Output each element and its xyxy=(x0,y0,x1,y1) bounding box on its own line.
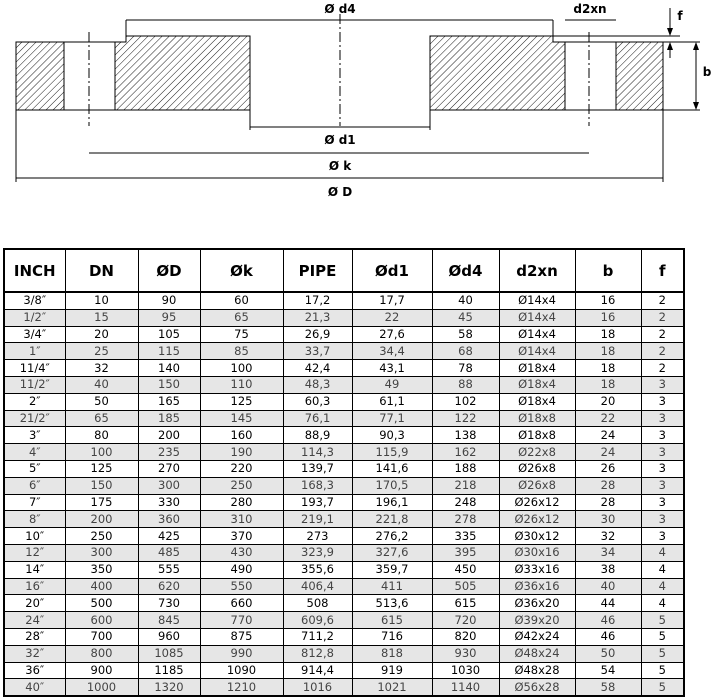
cell-pipe: 609,6 xyxy=(283,612,352,629)
table-row xyxy=(4,528,684,545)
cell-d4: 162 xyxy=(432,444,499,461)
cell-b: 18 xyxy=(575,326,641,343)
cell-dn: 20 xyxy=(65,326,138,343)
cell-inch: 21/2″ xyxy=(4,410,65,427)
table-row xyxy=(4,561,684,578)
cell-f: 3 xyxy=(641,494,684,511)
cell-d4: 615 xyxy=(432,595,499,612)
dimension-arrows xyxy=(667,28,699,110)
cell-k: 145 xyxy=(200,410,283,427)
cell-inch: 24″ xyxy=(4,612,65,629)
cell-k: 660 xyxy=(200,595,283,612)
cell-d4: 88 xyxy=(432,376,499,393)
cell-d1: 276,2 xyxy=(352,528,432,545)
cell-f: 4 xyxy=(641,544,684,561)
cell-d1: 615 xyxy=(352,612,432,629)
table-row xyxy=(4,444,684,461)
cell-inch: 20″ xyxy=(4,595,65,612)
label-k: Ø k xyxy=(328,159,352,173)
cell-f: 2 xyxy=(641,343,684,360)
cell-d: 95 xyxy=(138,309,200,326)
cell-dn: 200 xyxy=(65,511,138,528)
cell-b: 38 xyxy=(575,561,641,578)
cell-b: 16 xyxy=(575,309,641,326)
cell-b: 24 xyxy=(575,427,641,444)
cell-dn: 400 xyxy=(65,578,138,595)
cell-inch: 28″ xyxy=(4,628,65,645)
table-row xyxy=(4,645,684,662)
cell-k: 65 xyxy=(200,309,283,326)
cell-d: 300 xyxy=(138,477,200,494)
cell-b: 46 xyxy=(575,612,641,629)
cell-d4: 58 xyxy=(432,326,499,343)
cell-b: 18 xyxy=(575,360,641,377)
cell-d: 185 xyxy=(138,410,200,427)
cell-d: 425 xyxy=(138,528,200,545)
cell-k: 990 xyxy=(200,645,283,662)
cell-inch: 11/2″ xyxy=(4,376,65,393)
cell-f: 5 xyxy=(641,679,684,696)
cell-pipe: 42,4 xyxy=(283,360,352,377)
cell-b: 24 xyxy=(575,444,641,461)
left-outer-section xyxy=(16,42,64,110)
cell-d4: 188 xyxy=(432,460,499,477)
cell-k: 125 xyxy=(200,393,283,410)
cell-d2xn: Ø22x8 xyxy=(499,444,575,461)
cell-d1: 90,3 xyxy=(352,427,432,444)
cell-k: 490 xyxy=(200,561,283,578)
cell-d1: 513,6 xyxy=(352,595,432,612)
cell-d2xn: Ø14x4 xyxy=(499,309,575,326)
header-pipe: PIPE xyxy=(283,249,352,292)
cell-k: 550 xyxy=(200,578,283,595)
right-inner-section xyxy=(430,36,565,110)
cell-d1: 17,7 xyxy=(352,292,432,309)
cell-dn: 150 xyxy=(65,477,138,494)
header-k: Øk xyxy=(200,249,283,292)
cell-d1: 77,1 xyxy=(352,410,432,427)
cell-d2xn: Ø26x12 xyxy=(499,494,575,511)
cell-d: 90 xyxy=(138,292,200,309)
cell-f: 3 xyxy=(641,410,684,427)
cell-d: 105 xyxy=(138,326,200,343)
cell-pipe: 193,7 xyxy=(283,494,352,511)
header-d: ØD xyxy=(138,249,200,292)
table-row xyxy=(4,628,684,645)
cell-d1: 61,1 xyxy=(352,393,432,410)
cell-f: 4 xyxy=(641,578,684,595)
flange-dimension-table xyxy=(3,248,685,697)
cell-d1: 818 xyxy=(352,645,432,662)
cell-b: 28 xyxy=(575,494,641,511)
table-body xyxy=(4,292,684,696)
cell-f: 2 xyxy=(641,292,684,309)
cell-b: 44 xyxy=(575,595,641,612)
cell-inch: 1″ xyxy=(4,343,65,360)
cell-f: 5 xyxy=(641,645,684,662)
cell-d: 140 xyxy=(138,360,200,377)
cell-inch: 32″ xyxy=(4,645,65,662)
table-row xyxy=(4,544,684,561)
cell-dn: 50 xyxy=(65,393,138,410)
cell-pipe: 21,3 xyxy=(283,309,352,326)
cell-k: 75 xyxy=(200,326,283,343)
cell-inch: 14″ xyxy=(4,561,65,578)
cell-inch: 8″ xyxy=(4,511,65,528)
cell-pipe: 323,9 xyxy=(283,544,352,561)
cell-pipe: 114,3 xyxy=(283,444,352,461)
cell-f: 3 xyxy=(641,444,684,461)
cell-d: 235 xyxy=(138,444,200,461)
cell-d1: 141,6 xyxy=(352,460,432,477)
cell-d2xn: Ø30x16 xyxy=(499,544,575,561)
cell-k: 160 xyxy=(200,427,283,444)
cell-d1: 221,8 xyxy=(352,511,432,528)
cell-inch: 5″ xyxy=(4,460,65,477)
cell-d1: 170,5 xyxy=(352,477,432,494)
table-row xyxy=(4,662,684,679)
cell-b: 34 xyxy=(575,544,641,561)
cell-inch: 40″ xyxy=(4,679,65,696)
cell-b: 20 xyxy=(575,393,641,410)
cell-d: 960 xyxy=(138,628,200,645)
cell-b: 22 xyxy=(575,410,641,427)
cell-pipe: 48,3 xyxy=(283,376,352,393)
cell-b: 28 xyxy=(575,477,641,494)
cell-k: 310 xyxy=(200,511,283,528)
cell-d4: 1140 xyxy=(432,679,499,696)
cell-inch: 1/2″ xyxy=(4,309,65,326)
cell-d4: 1030 xyxy=(432,662,499,679)
cell-inch: 10″ xyxy=(4,528,65,545)
cell-d1: 43,1 xyxy=(352,360,432,377)
header-d4: Ød4 xyxy=(432,249,499,292)
table-row xyxy=(4,511,684,528)
cell-pipe: 711,2 xyxy=(283,628,352,645)
label-f: f xyxy=(677,9,683,23)
cell-k: 1210 xyxy=(200,679,283,696)
cell-inch: 11/4″ xyxy=(4,360,65,377)
cell-d4: 102 xyxy=(432,393,499,410)
cell-d1: 716 xyxy=(352,628,432,645)
cell-k: 430 xyxy=(200,544,283,561)
cell-f: 2 xyxy=(641,360,684,377)
cell-d4: 218 xyxy=(432,477,499,494)
cell-k: 1090 xyxy=(200,662,283,679)
cell-inch: 12″ xyxy=(4,544,65,561)
cell-d: 330 xyxy=(138,494,200,511)
cell-pipe: 914,4 xyxy=(283,662,352,679)
table-row xyxy=(4,612,684,629)
cell-k: 110 xyxy=(200,376,283,393)
cell-pipe: 1016 xyxy=(283,679,352,696)
cell-d2xn: Ø18x8 xyxy=(499,427,575,444)
cell-d: 1185 xyxy=(138,662,200,679)
cell-dn: 250 xyxy=(65,528,138,545)
cell-dn: 800 xyxy=(65,645,138,662)
cell-d: 200 xyxy=(138,427,200,444)
cell-d: 730 xyxy=(138,595,200,612)
cell-dn: 10 xyxy=(65,292,138,309)
cell-inch: 3/8″ xyxy=(4,292,65,309)
cell-k: 250 xyxy=(200,477,283,494)
cell-d2xn: Ø56x28 xyxy=(499,679,575,696)
cell-pipe: 76,1 xyxy=(283,410,352,427)
cell-d: 1320 xyxy=(138,679,200,696)
cell-b: 26 xyxy=(575,460,641,477)
cell-d: 150 xyxy=(138,376,200,393)
header-d2xn: d2xn xyxy=(499,249,575,292)
right-bolt-hole xyxy=(565,42,616,110)
table-row xyxy=(4,494,684,511)
cell-f: 4 xyxy=(641,561,684,578)
cell-k: 220 xyxy=(200,460,283,477)
cell-d4: 720 xyxy=(432,612,499,629)
cell-k: 280 xyxy=(200,494,283,511)
header-f: f xyxy=(641,249,684,292)
cell-pipe: 406,4 xyxy=(283,578,352,595)
cell-f: 4 xyxy=(641,595,684,612)
table-row xyxy=(4,410,684,427)
cell-b: 18 xyxy=(575,343,641,360)
cell-d4: 505 xyxy=(432,578,499,595)
cell-d: 1085 xyxy=(138,645,200,662)
cell-pipe: 508 xyxy=(283,595,352,612)
header-d1: Ød1 xyxy=(352,249,432,292)
cell-k: 190 xyxy=(200,444,283,461)
cell-d2xn: Ø26x12 xyxy=(499,511,575,528)
cell-d2xn: Ø30x12 xyxy=(499,528,575,545)
cell-dn: 600 xyxy=(65,612,138,629)
cell-dn: 15 xyxy=(65,309,138,326)
cell-d: 845 xyxy=(138,612,200,629)
cell-b: 32 xyxy=(575,528,641,545)
cell-k: 60 xyxy=(200,292,283,309)
cell-d4: 122 xyxy=(432,410,499,427)
cell-d4: 930 xyxy=(432,645,499,662)
cell-d1: 27,6 xyxy=(352,326,432,343)
table-row xyxy=(4,578,684,595)
cell-d: 115 xyxy=(138,343,200,360)
cell-dn: 125 xyxy=(65,460,138,477)
cell-d: 555 xyxy=(138,561,200,578)
cell-dn: 350 xyxy=(65,561,138,578)
cell-d4: 78 xyxy=(432,360,499,377)
cell-b: 16 xyxy=(575,292,641,309)
cell-inch: 4″ xyxy=(4,444,65,461)
cell-d2xn: Ø42x24 xyxy=(499,628,575,645)
cell-d2xn: Ø36x20 xyxy=(499,595,575,612)
cell-d4: 138 xyxy=(432,427,499,444)
cell-d1: 1021 xyxy=(352,679,432,696)
cell-f: 3 xyxy=(641,393,684,410)
cell-f: 2 xyxy=(641,309,684,326)
cell-b: 40 xyxy=(575,578,641,595)
label-D: Ø D xyxy=(327,185,353,199)
cell-d1: 359,7 xyxy=(352,561,432,578)
cell-d2xn: Ø26x8 xyxy=(499,477,575,494)
cell-d1: 411 xyxy=(352,578,432,595)
cell-d2xn: Ø33x16 xyxy=(499,561,575,578)
table-row xyxy=(4,679,684,696)
cell-pipe: 219,1 xyxy=(283,511,352,528)
cell-d4: 450 xyxy=(432,561,499,578)
cell-inch: 7″ xyxy=(4,494,65,511)
cell-k: 100 xyxy=(200,360,283,377)
cell-d2xn: Ø18x4 xyxy=(499,393,575,410)
header-inch: INCH xyxy=(4,249,65,292)
cell-f: 3 xyxy=(641,427,684,444)
table-row xyxy=(4,376,684,393)
cell-inch: 3″ xyxy=(4,427,65,444)
cell-dn: 80 xyxy=(65,427,138,444)
cell-d1: 196,1 xyxy=(352,494,432,511)
left-inner-section xyxy=(115,36,250,110)
cell-f: 5 xyxy=(641,628,684,645)
cell-dn: 32 xyxy=(65,360,138,377)
cell-d4: 248 xyxy=(432,494,499,511)
label-d2xn: d2xn xyxy=(573,2,607,16)
cell-inch: 16″ xyxy=(4,578,65,595)
cell-d2xn: Ø14x4 xyxy=(499,292,575,309)
cell-f: 5 xyxy=(641,662,684,679)
cell-pipe: 60,3 xyxy=(283,393,352,410)
table-row xyxy=(4,360,684,377)
cell-d2xn: Ø48x24 xyxy=(499,645,575,662)
cell-d: 165 xyxy=(138,393,200,410)
cell-k: 370 xyxy=(200,528,283,545)
header-b: b xyxy=(575,249,641,292)
cell-d2xn: Ø39x20 xyxy=(499,612,575,629)
cell-dn: 300 xyxy=(65,544,138,561)
cell-d4: 68 xyxy=(432,343,499,360)
cell-d4: 820 xyxy=(432,628,499,645)
cell-d1: 49 xyxy=(352,376,432,393)
cell-d2xn: Ø36x16 xyxy=(499,578,575,595)
cell-d1: 327,6 xyxy=(352,544,432,561)
cell-d1: 115,9 xyxy=(352,444,432,461)
cell-inch: 36″ xyxy=(4,662,65,679)
cell-pipe: 33,7 xyxy=(283,343,352,360)
cell-pipe: 17,2 xyxy=(283,292,352,309)
cell-inch: 2″ xyxy=(4,393,65,410)
cell-d1: 919 xyxy=(352,662,432,679)
table-row xyxy=(4,427,684,444)
cell-b: 54 xyxy=(575,662,641,679)
cell-d4: 395 xyxy=(432,544,499,561)
cell-d4: 278 xyxy=(432,511,499,528)
cell-d: 270 xyxy=(138,460,200,477)
right-outer-section xyxy=(616,42,663,110)
cell-b: 50 xyxy=(575,645,641,662)
cell-dn: 65 xyxy=(65,410,138,427)
label-b: b xyxy=(702,65,712,79)
cell-pipe: 355,6 xyxy=(283,561,352,578)
table-row xyxy=(4,292,684,309)
cell-pipe: 168,3 xyxy=(283,477,352,494)
table-row xyxy=(4,460,684,477)
cell-b: 46 xyxy=(575,628,641,645)
table-row xyxy=(4,393,684,410)
cell-pipe: 139,7 xyxy=(283,460,352,477)
cell-b: 30 xyxy=(575,511,641,528)
cell-inch: 3/4″ xyxy=(4,326,65,343)
cell-f: 3 xyxy=(641,460,684,477)
cell-d2xn: Ø14x4 xyxy=(499,326,575,343)
cell-d4: 45 xyxy=(432,309,499,326)
cell-pipe: 88,9 xyxy=(283,427,352,444)
cell-f: 3 xyxy=(641,376,684,393)
cell-d1: 22 xyxy=(352,309,432,326)
cell-dn: 700 xyxy=(65,628,138,645)
cell-d: 360 xyxy=(138,511,200,528)
cell-pipe: 26,9 xyxy=(283,326,352,343)
cell-d4: 335 xyxy=(432,528,499,545)
label-d4: Ø d4 xyxy=(324,2,356,16)
table-row xyxy=(4,309,684,326)
cell-d2xn: Ø18x4 xyxy=(499,360,575,377)
cell-dn: 175 xyxy=(65,494,138,511)
table-header-row xyxy=(4,249,684,292)
cell-f: 3 xyxy=(641,528,684,545)
cell-b: 58 xyxy=(575,679,641,696)
cell-d2xn: Ø18x8 xyxy=(499,410,575,427)
cell-k: 875 xyxy=(200,628,283,645)
cell-d2xn: Ø48x28 xyxy=(499,662,575,679)
label-d1: Ø d1 xyxy=(324,133,356,147)
cell-dn: 40 xyxy=(65,376,138,393)
cell-k: 770 xyxy=(200,612,283,629)
cell-f: 3 xyxy=(641,511,684,528)
cell-dn: 500 xyxy=(65,595,138,612)
cell-inch: 6″ xyxy=(4,477,65,494)
cell-dn: 900 xyxy=(65,662,138,679)
cell-d2xn: Ø18x4 xyxy=(499,376,575,393)
cell-d4: 40 xyxy=(432,292,499,309)
cell-d1: 34,4 xyxy=(352,343,432,360)
cell-d2xn: Ø26x8 xyxy=(499,460,575,477)
cell-f: 3 xyxy=(641,477,684,494)
cell-b: 18 xyxy=(575,376,641,393)
cell-f: 5 xyxy=(641,612,684,629)
cell-pipe: 812,8 xyxy=(283,645,352,662)
header-dn: DN xyxy=(65,249,138,292)
table-row xyxy=(4,477,684,494)
flange-drawing xyxy=(0,0,718,248)
cell-dn: 25 xyxy=(65,343,138,360)
cell-dn: 100 xyxy=(65,444,138,461)
cell-d: 485 xyxy=(138,544,200,561)
table-row xyxy=(4,326,684,343)
cell-f: 2 xyxy=(641,326,684,343)
table-row xyxy=(4,595,684,612)
cell-d: 620 xyxy=(138,578,200,595)
cell-d2xn: Ø14x4 xyxy=(499,343,575,360)
cell-dn: 1000 xyxy=(65,679,138,696)
cell-pipe: 273 xyxy=(283,528,352,545)
cell-k: 85 xyxy=(200,343,283,360)
table-row xyxy=(4,343,684,360)
